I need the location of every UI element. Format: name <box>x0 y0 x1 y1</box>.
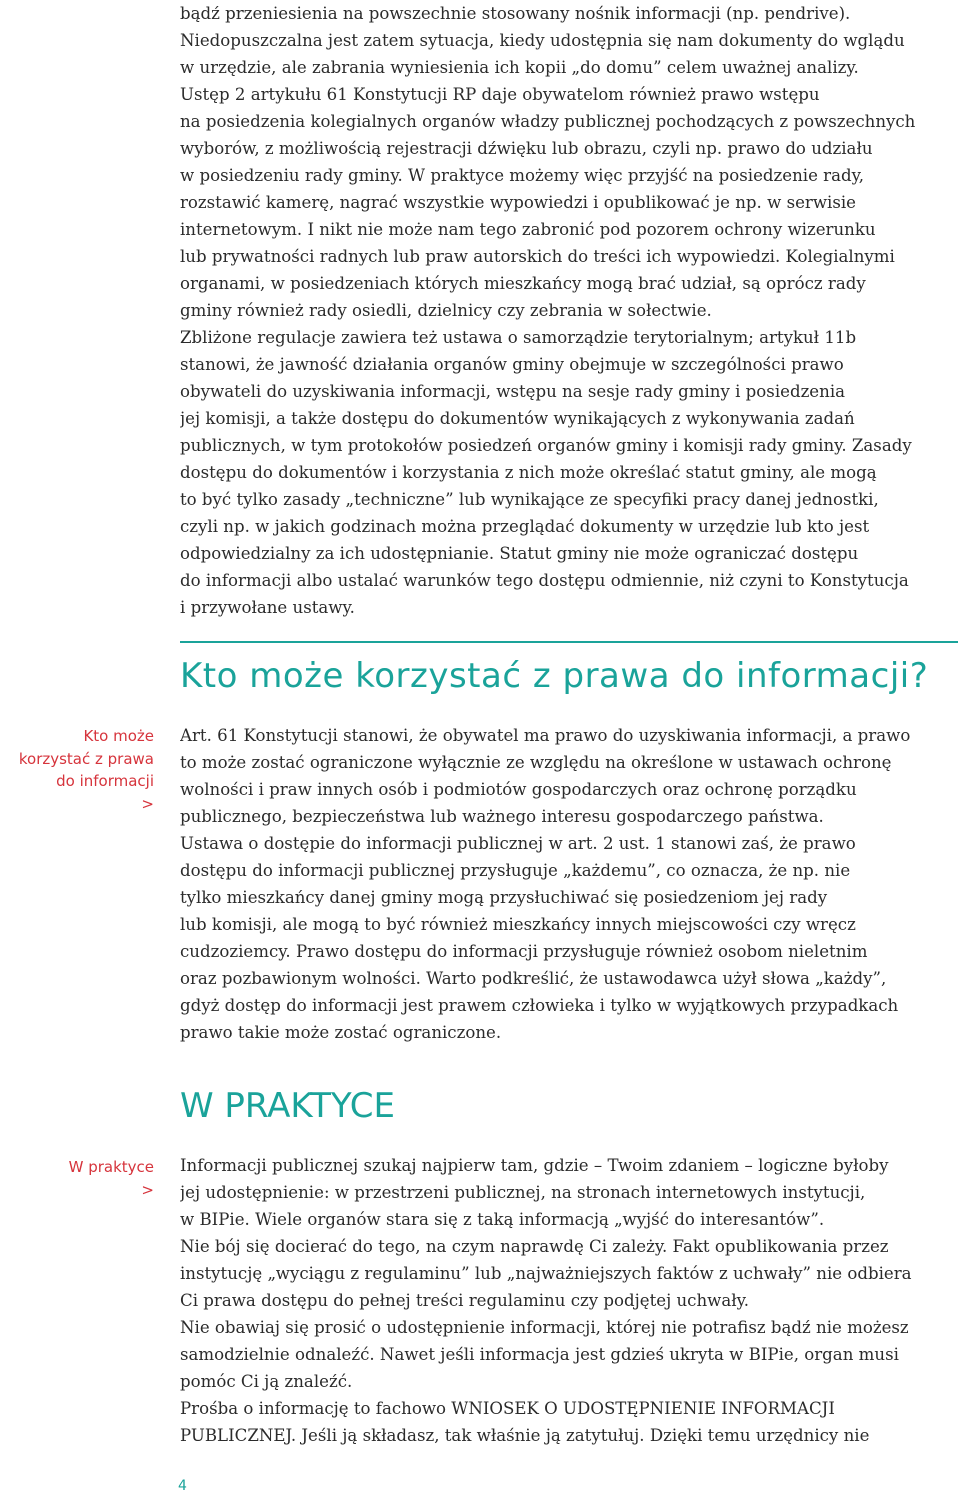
text-line: w BIPie. Wiele organów stara się z taką informacją „wyjść do interesantów”. <box>180 1210 825 1229</box>
text-line: samodzielnie odnaleźć. Nawet jeśli informacja jest gdzieś ukryta w BIPie, organ musi <box>180 1345 899 1364</box>
text-line: Prośba o informację to fachowo WNIOSEK O UDOSTĘPNIENIE INFORMACJI <box>180 1399 835 1418</box>
text-line: organami, w posiedzeniach których mieszkańcy mogą brać udział, są oprócz rady <box>180 274 866 293</box>
text-line: Nie bój się docierać do tego, na czym naprawdę Ci zależy. Fakt opublikowania przez <box>180 1237 889 1256</box>
text-line: to może zostać ograniczone wyłącznie ze względu na określone w ustawach ochronę <box>180 753 892 772</box>
text-line: w urzędzie, ale zabrania wyniesienia ich kopii „do domu” celem uważnej analizy. <box>180 58 859 77</box>
text-line: bądź przeniesienia na powszechnie stosowany nośnik informacji (np. pendrive). <box>180 4 851 23</box>
side-label-who <box>19 725 154 815</box>
page-number: 4 <box>178 1478 187 1494</box>
text-line: lub komisji, ale mogą to być również mieszkańcy innych miejscowości czy wręcz <box>180 915 856 934</box>
text-line: Informacji publicznej szukaj najpierw tam, gdzie – Twoim zdaniem – logiczne byłoby <box>180 1156 889 1175</box>
section-heading-who: Kto może korzystać z prawa do informacji? <box>180 656 929 696</box>
text-line: wyborów, z możliwością rejestracji dźwięku lub obrazu, czyli np. prawo do udziału <box>180 139 873 158</box>
section-heading-practice: W PRAKTYCE <box>180 1086 395 1126</box>
text-line: tylko mieszkańcy danej gminy mogą przysłuchiwać się posiedzeniom jej rady <box>180 888 828 907</box>
section-body-practice <box>180 1152 960 1449</box>
text-line: cudzoziemcy. Prawo dostępu do informacji przysługuje również osobom nieletnim <box>180 942 868 961</box>
text-line: gdyż dostęp do informacji jest prawem człowieka i tylko w wyjątkowych przypadkach <box>180 996 899 1015</box>
section-body-who <box>180 722 960 1046</box>
text-line: Ci prawa dostępu do pełnej treści regulaminu czy podjętej uchwały. <box>180 1291 750 1310</box>
text-line: gminy również rady osiedli, dzielnicy czy zebrania w sołectwie. <box>180 301 712 320</box>
side-label-practice <box>69 1156 154 1201</box>
side-label-arrow: > <box>141 1180 154 1199</box>
text-line: prawo takie może zostać ograniczone. <box>180 1023 502 1042</box>
section-divider <box>180 641 958 643</box>
text-line: publicznych, w tym protokołów posiedzeń organów gminy i komisji rady gminy. Zasady <box>180 436 912 455</box>
body-text-top <box>180 0 960 621</box>
text-line: w posiedzeniu rady gminy. W praktyce możemy więc przyjść na posiedzenie rady, <box>180 166 865 185</box>
text-line: Zbliżone regulacje zawiera też ustawa o samorządzie terytorialnym; artykuł 11b <box>180 328 857 347</box>
text-line: pomóc Ci ją znaleźć. <box>180 1372 353 1391</box>
text-line: oraz pozbawionym wolności. Warto podkreślić, że ustawodawca użył słowa „każdy”, <box>180 969 887 988</box>
text-line: odpowiedzialny za ich udostępnianie. Statut gminy nie może ograniczać dostępu <box>180 544 859 563</box>
text-line: dostępu do dokumentów i korzystania z nich może określać statut gminy, ale mogą <box>180 463 877 482</box>
text-line: lub prywatności radnych lub praw autorskich do treści ich wypowiedzi. Kolegialnymi <box>180 247 895 266</box>
text-line: Niedopuszczalna jest zatem sytuacja, kiedy udostępnia się nam dokumenty do wglądu <box>180 31 905 50</box>
text-line: czyli np. w jakich godzinach można przeglądać dokumenty w urzędzie lub kto jest <box>180 517 870 536</box>
text-line: dostępu do informacji publicznej przysługuje „każdemu”, co oznacza, że np. nie <box>180 861 851 880</box>
text-line: obywateli do uzyskiwania informacji, wstępu na sesje rady gminy i posiedzenia <box>180 382 846 401</box>
text-line: Art. 61 Konstytucji stanowi, że obywatel ma prawo do uzyskiwania informacji, a prawo <box>180 726 911 745</box>
text-line: to być tylko zasady „techniczne” lub wynikające ze specyfiki pracy danej jednostki, <box>180 490 879 509</box>
text-line: do informacji albo ustalać warunków tego dostępu odmiennie, niż czyni to Konstytucja <box>180 571 909 590</box>
text-line: stanowi, że jawność działania organów gminy obejmuje w szczególności prawo <box>180 355 844 374</box>
text-line: Ustawa o dostępie do informacji publicznej w art. 2 ust. 1 stanowi zaś, że prawo <box>180 834 856 853</box>
text-line: publicznego, bezpieczeństwa lub ważnego interesu gospodarczego państwa. <box>180 807 824 826</box>
text-line: Ustęp 2 artykułu 61 Konstytucji RP daje obywatelom również prawo wstępu <box>180 85 820 104</box>
text-line: wolności i praw innych osób i podmiotów gospodarczych oraz ochronę porządku <box>180 780 857 799</box>
side-label-line: W praktyce <box>68 1158 154 1176</box>
text-line: PUBLICZNEJ. Jeśli ją składasz, tak właśnie ją zatytułuj. Dzięki temu urzędnicy nie <box>180 1426 870 1445</box>
text-line: instytucję „wyciągu z regulaminu” lub „najważniejszych faktów z uchwały” nie odbiera <box>180 1264 912 1283</box>
text-line: na posiedzenia kolegialnych organów władzy publicznej pochodzących z powszechnych <box>180 112 916 131</box>
text-line: internetowym. I nikt nie może nam tego zabronić pod pozorem ochrony wizerunku <box>180 220 876 239</box>
text-line: rozstawić kamerę, nagrać wszystkie wypowiedzi i opublikować je np. w serwisie <box>180 193 856 212</box>
side-label-line: Kto może <box>83 727 154 745</box>
text-line: Nie obawiaj się prosić o udostępnienie informacji, której nie potrafisz bądź nie możesz <box>180 1318 909 1337</box>
side-label-line: korzystać z prawa <box>18 749 154 768</box>
side-label-arrow: > <box>141 794 154 813</box>
text-line: jej udostępnienie: w przestrzeni publicznej, na stronach internetowych instytucji, <box>180 1183 866 1202</box>
side-label-line: do informacji <box>56 772 154 790</box>
text-line: i przywołane ustawy. <box>180 598 355 617</box>
text-line: jej komisji, a także dostępu do dokumentów wynikających z wykonywania zadań <box>180 409 855 428</box>
